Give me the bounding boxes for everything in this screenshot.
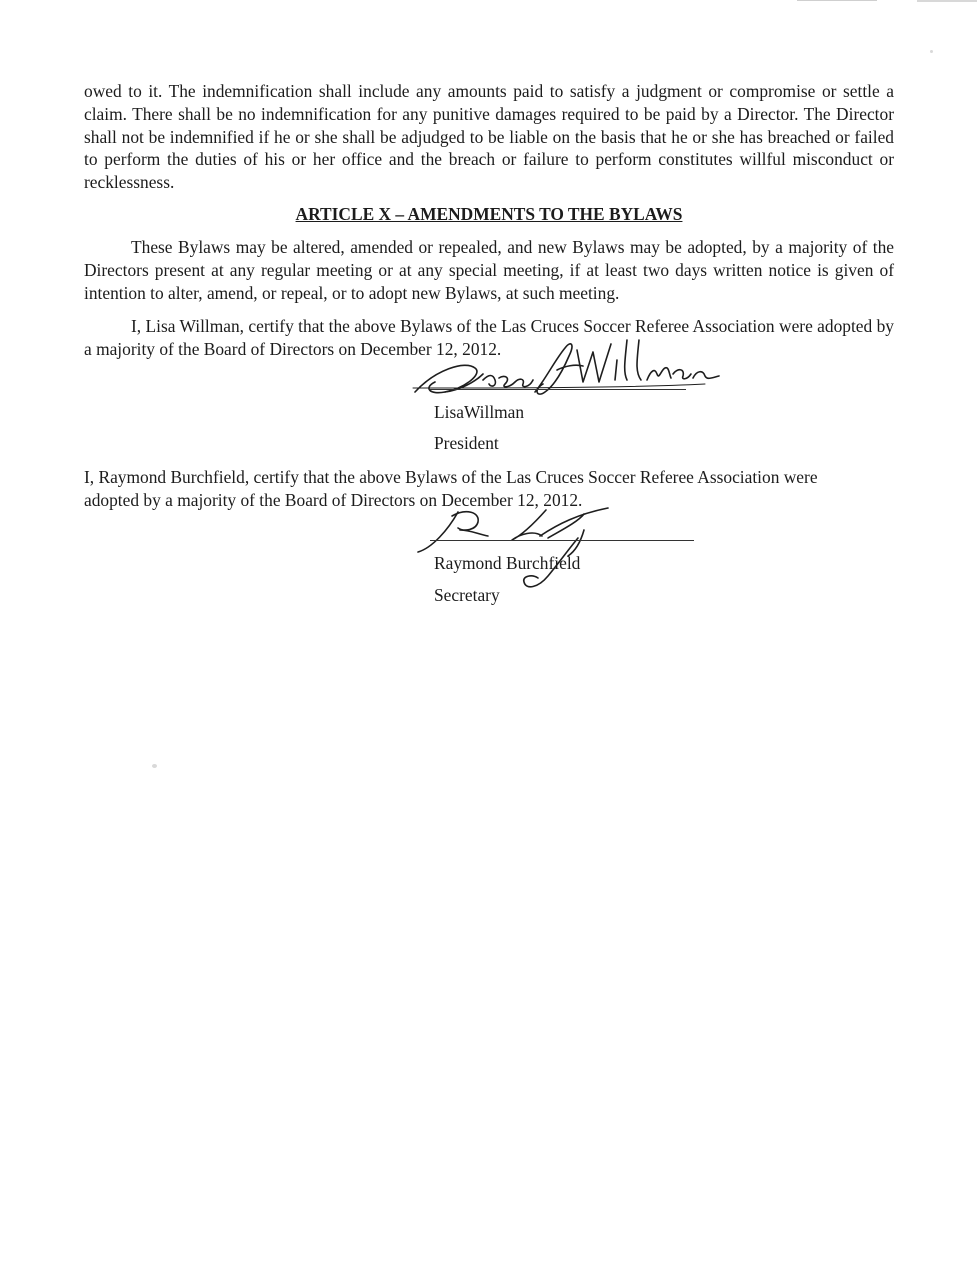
scan-speck bbox=[930, 50, 933, 53]
signature-willman-icon bbox=[405, 330, 725, 410]
article-x-heading: ARTICLE X – AMENDMENTS TO THE BYLAWS bbox=[295, 204, 683, 224]
amendments-paragraph: These Bylaws may be altered, amended or repealed, and new Bylaws may be adopted, by a majority of the Directors present at any regular meeting or at any special meeting, if at least two days written notice is given of intention to alter, amend, or repeal, or to adopt new Bylaws, at such meeting. bbox=[84, 237, 894, 303]
signature-line-president bbox=[430, 389, 686, 390]
certification-president: I, Lisa Willman, certify that the above Bylaws of the Las Cruces Soccer Referee Association were adopted by a majority of the Board of Directors on December 12, 2012. bbox=[84, 316, 894, 359]
certification-secretary: I, Raymond Burchfield, certify that the above Bylaws of the Las Cruces Soccer Referee Association were adopted by a majority of the Board of Directors on December 12, 2012. bbox=[84, 467, 818, 510]
signer-title-secretary: Secretary bbox=[434, 585, 500, 605]
scan-edge-mark bbox=[797, 0, 877, 1]
signer-title-president: President bbox=[434, 433, 499, 453]
scan-speck bbox=[152, 764, 157, 768]
signer-name-secretary: Raymond Burchfield bbox=[434, 553, 581, 573]
signer-name-president: LisaWillman bbox=[434, 402, 525, 422]
indemnification-paragraph-continued: owed to it. The indemnification shall include any amounts paid to satisfy a judgment or compromise or settle a claim. There shall be no indemnification for any punitive damages required to be paid by a Director. The Director shall not be indemnified if he or she shall be adjudged to be liable on the basis that he or she has breached or failed to perform the duties of his or her office and the breach or failure to perform constitutes willful misconduct or recklessness. bbox=[84, 81, 894, 193]
signature-line-secretary bbox=[430, 540, 694, 541]
scan-edge-mark bbox=[917, 0, 977, 2]
